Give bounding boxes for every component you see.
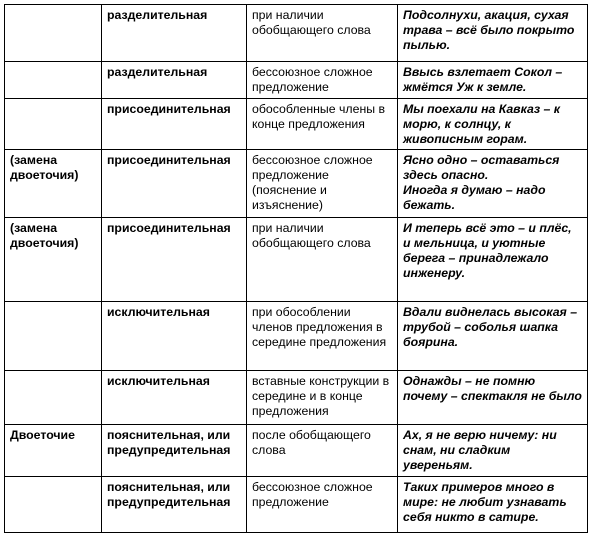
condition-cell: при наличии обобщающего слова (247, 5, 398, 62)
note-cell: (замена двоеточия) (5, 150, 102, 218)
example-cell: Однажды – не помню почему – спектакля не было (398, 371, 588, 425)
condition-cell: при обособлении членов предложения в середине предложения (247, 302, 398, 371)
note-cell (5, 371, 102, 425)
example-cell: Ах, я не верю ничему: ни снам, ни сладким увереньям. (398, 425, 588, 477)
condition-cell: бессоюзное сложное предложение (247, 62, 398, 99)
condition-cell: бессоюзное сложное предложение (247, 477, 398, 533)
dash-kind-cell: присоединительная (102, 150, 247, 218)
dash-kind-cell: пояснительная, или предупредительная (102, 425, 247, 477)
table-row (5, 218, 588, 302)
table-row (5, 477, 588, 533)
note-cell: (замена двоеточия) (5, 218, 102, 302)
table-row (5, 371, 588, 425)
dash-kind-cell: исключительная (102, 302, 247, 371)
example-cell: Вдали виднелась высокая – трубой – соболья шапка боярина. (398, 302, 588, 371)
table-row (5, 62, 588, 99)
table-row (5, 5, 588, 62)
example-cell: Подсолнухи, акация, сухая трава – всё было покрыто пылью. (398, 5, 588, 62)
note-cell (5, 5, 102, 62)
dash-kind-cell: присоединительная (102, 218, 247, 302)
dash-kind-cell: разделительная (102, 5, 247, 62)
example-cell: Ясно одно – оставаться здесь опасно. Иногда я думаю – надо бежать. (398, 150, 588, 218)
condition-cell: обособленные члены в конце предложения (247, 99, 398, 150)
table-row (5, 99, 588, 150)
table-row (5, 302, 588, 371)
table-row (5, 150, 588, 218)
example-cell: И теперь всё это – и плёс, и мельница, и уютные берега – принадлежало инженеру. (398, 218, 588, 302)
table-row (5, 425, 588, 477)
note-cell (5, 477, 102, 533)
condition-cell: бессоюзное сложное предложение (пояснение и изъяснение) (247, 150, 398, 218)
dash-kind-cell: присоединительная (102, 99, 247, 150)
note-cell (5, 62, 102, 99)
example-cell: Таких примеров много в мире: не любит узнавать себя никто в сатире. (398, 477, 588, 533)
condition-cell: при наличии обобщающего слова (247, 218, 398, 302)
dash-kind-cell: исключительная (102, 371, 247, 425)
condition-cell: после обобщающего слова (247, 425, 398, 477)
dash-kind-cell: пояснительная, или предупредительная (102, 477, 247, 533)
note-cell: Двоеточие (5, 425, 102, 477)
grammar-table (4, 4, 588, 533)
note-cell (5, 99, 102, 150)
note-cell (5, 302, 102, 371)
condition-cell: вставные конструкции в середине и в конце предложения (247, 371, 398, 425)
example-cell: Ввысь взлетает Сокол – жмётся Уж к земле. (398, 62, 588, 99)
dash-kind-cell: разделительная (102, 62, 247, 99)
example-cell: Мы поехали на Кавказ – к морю, к солнцу, к живописным горам. (398, 99, 588, 150)
